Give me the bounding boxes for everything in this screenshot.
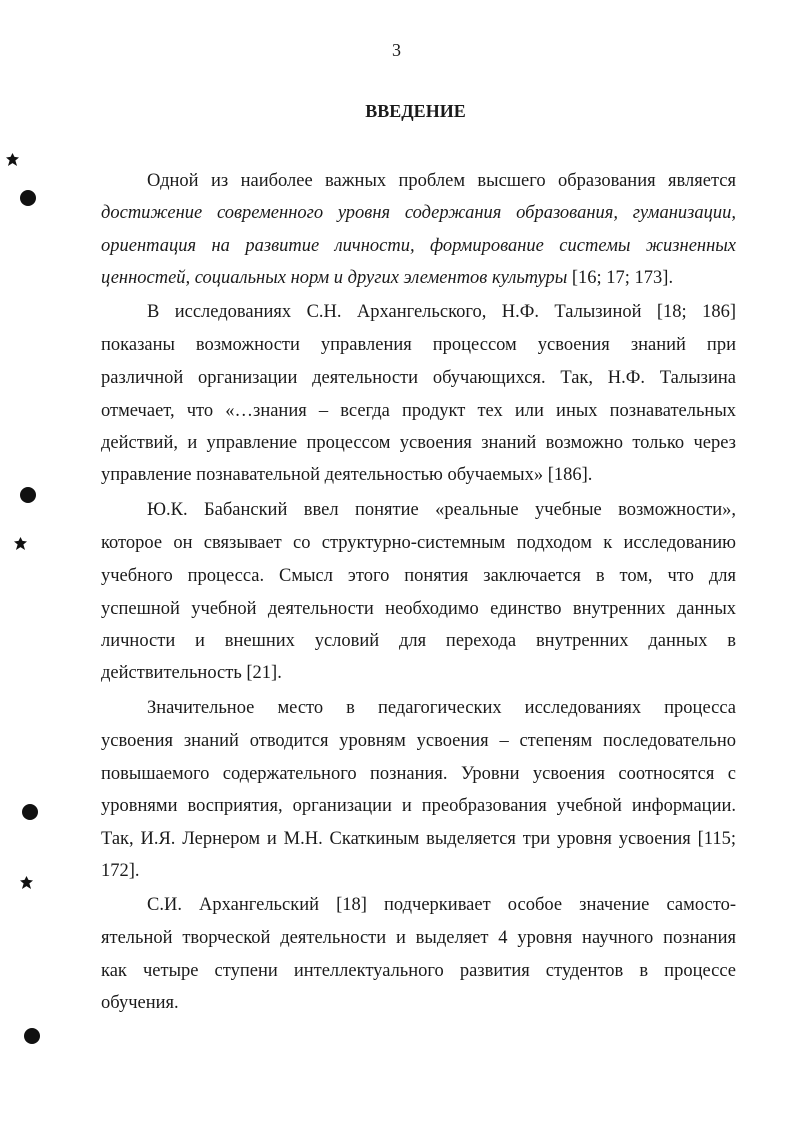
- ink-smudge: [20, 876, 33, 889]
- text-line: отмечает, что «…знания – всегда продукт тех или иных познавательных: [101, 401, 736, 421]
- text-line: Ю.К. Бабанский ввел понятие «реальные учебные возможности»,: [147, 500, 736, 520]
- text-line: С.И. Архангельский [18] подчеркивает особое значение самосто-: [147, 895, 736, 915]
- text-line: показаны возможности управления процессом усвоения знаний при: [101, 335, 736, 355]
- text-line: Значительное место в педагогических исследованиях процесса: [147, 698, 736, 718]
- ink-smudge: [6, 153, 19, 166]
- text-line: личности и внешних условий для перехода внутренних данных в: [101, 631, 736, 651]
- punch-hole: [20, 190, 36, 206]
- text-line: достижение современного уровня содержания образования, гуманизации,: [101, 203, 736, 223]
- text-line-italic: ценностей, социальных норм и других элементов культуры: [101, 268, 568, 288]
- punch-hole: [22, 804, 38, 820]
- text-line: обучения.: [101, 993, 179, 1013]
- text-line: Одной из наиболее важных проблем высшего образования является: [147, 171, 736, 191]
- text-line-citation: [16; 17; 173].: [567, 268, 674, 288]
- page-title: ВВЕДЕНИЕ: [365, 101, 466, 121]
- text-line: ориентация на развитие личности, формирование системы жизненных: [101, 236, 736, 256]
- text-line: различной организации деятельности обучающихся. Так, Н.Ф. Талызина: [101, 368, 736, 388]
- text-line: учебного процесса. Смысл этого понятия заключается в том, что для: [101, 566, 736, 586]
- text-line: действительность [21].: [101, 663, 282, 683]
- text-line: [101, 263, 736, 293]
- text-line: как четыре ступени интеллектуального развития студентов в процессе: [101, 961, 736, 981]
- page-number: 3: [392, 40, 401, 60]
- text-line: уровнями восприятия, организации и преобразования учебной информации.: [101, 796, 736, 816]
- punch-hole: [24, 1028, 40, 1044]
- text-line: усвоения знаний отводится уровням усвоения – степеням последовательно: [101, 731, 736, 751]
- text-line: которое он связывает со структурно-системным подходом к исследованию: [101, 533, 736, 553]
- text-line: В исследованиях С.Н. Архангельского, Н.Ф. Талызиной [18; 186]: [147, 302, 736, 322]
- text-line: 172].: [101, 861, 140, 881]
- text-line: управление познавательной деятельностью обучаемых» [186].: [101, 465, 593, 485]
- text-line: повышаемого содержательного познания. Уровни усвоения соотносятся с: [101, 764, 736, 784]
- text-line: Так, И.Я. Лернером и М.Н. Скаткиным выделяется три уровня усвоения [115;: [101, 829, 736, 849]
- text-line: действий, и управление процессом усвоения знаний возможно только через: [101, 433, 736, 453]
- punch-hole: [20, 487, 36, 503]
- text-line: ятельной творческой деятельности и выделяет 4 уровня научного познания: [101, 928, 736, 948]
- text-line: успешной учебной деятельности необходимо единство внутренних данных: [101, 599, 736, 619]
- ink-smudge: [14, 537, 27, 550]
